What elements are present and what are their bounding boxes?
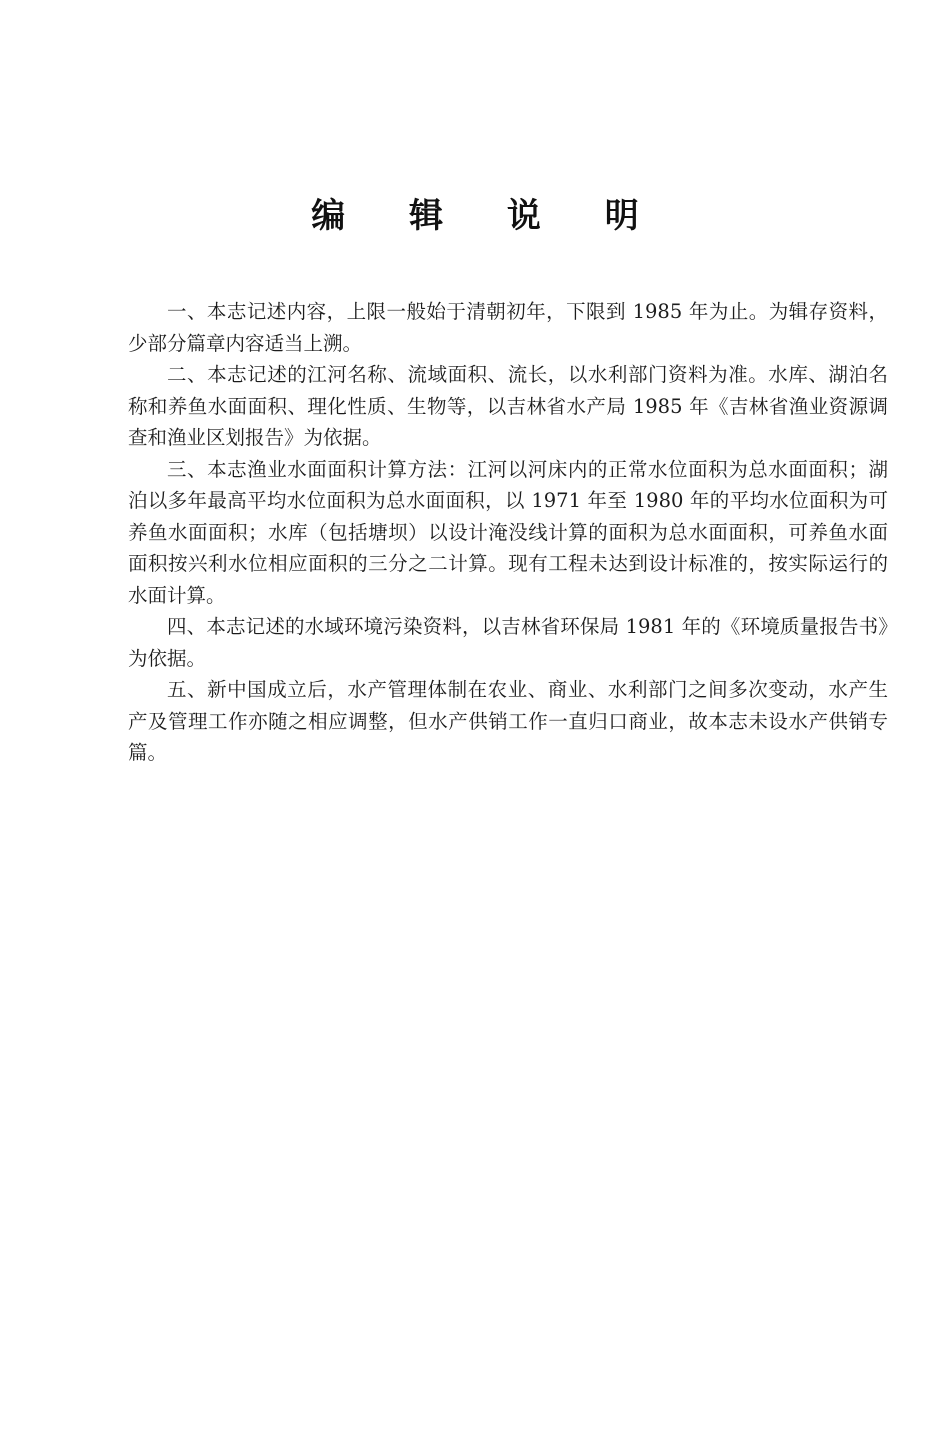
paragraph-3: 三、本志渔业水面面积计算方法：江河以河床内的正常水位面积为总水面面积；湖泊以多年最高平均水位面积为总水面面积，以 1971 年至 1980 年的平均水位面积为可养鱼水面面积；水库（包括塘坝）以设计淹没线计算的面积为总水面面积，可养鱼水面面积按兴利水位相应面积的三分之二计算。现有工程未达到设计标准的，按实际运行的水面计算。 [128,457,888,607]
paragraph-1: 一、本志记述内容，上限一般始于清朝初年，下限到 1985 年为止。为辑存资料，少部分篇章内容适当上溯。 [128,300,888,355]
paragraph-2: 二、本志记述的江河名称、流域面积、流长，以水利部门资料为准。水库、湖泊名称和养鱼水面面积、理化性质、生物等，以吉林省水产局 1985 年《吉林省渔业资源调查和渔业区划报告》为依据。 [128,363,888,449]
paragraph-5: 五、新中国成立后，水产管理体制在农业、商业、水利部门之间多次变动，水产生产及管理工作亦随之相应调整，但水产供销工作一直归口商业，故本志未设水产供销专篇。 [128,678,888,764]
document-body [128,296,888,769]
page-title: 编 辑 说 明 [311,196,665,236]
paragraph-4: 四、本志记述的水域环境污染资料，以吉林省环保局 1981 年的《环境质量报告书》为依据。 [128,615,888,670]
